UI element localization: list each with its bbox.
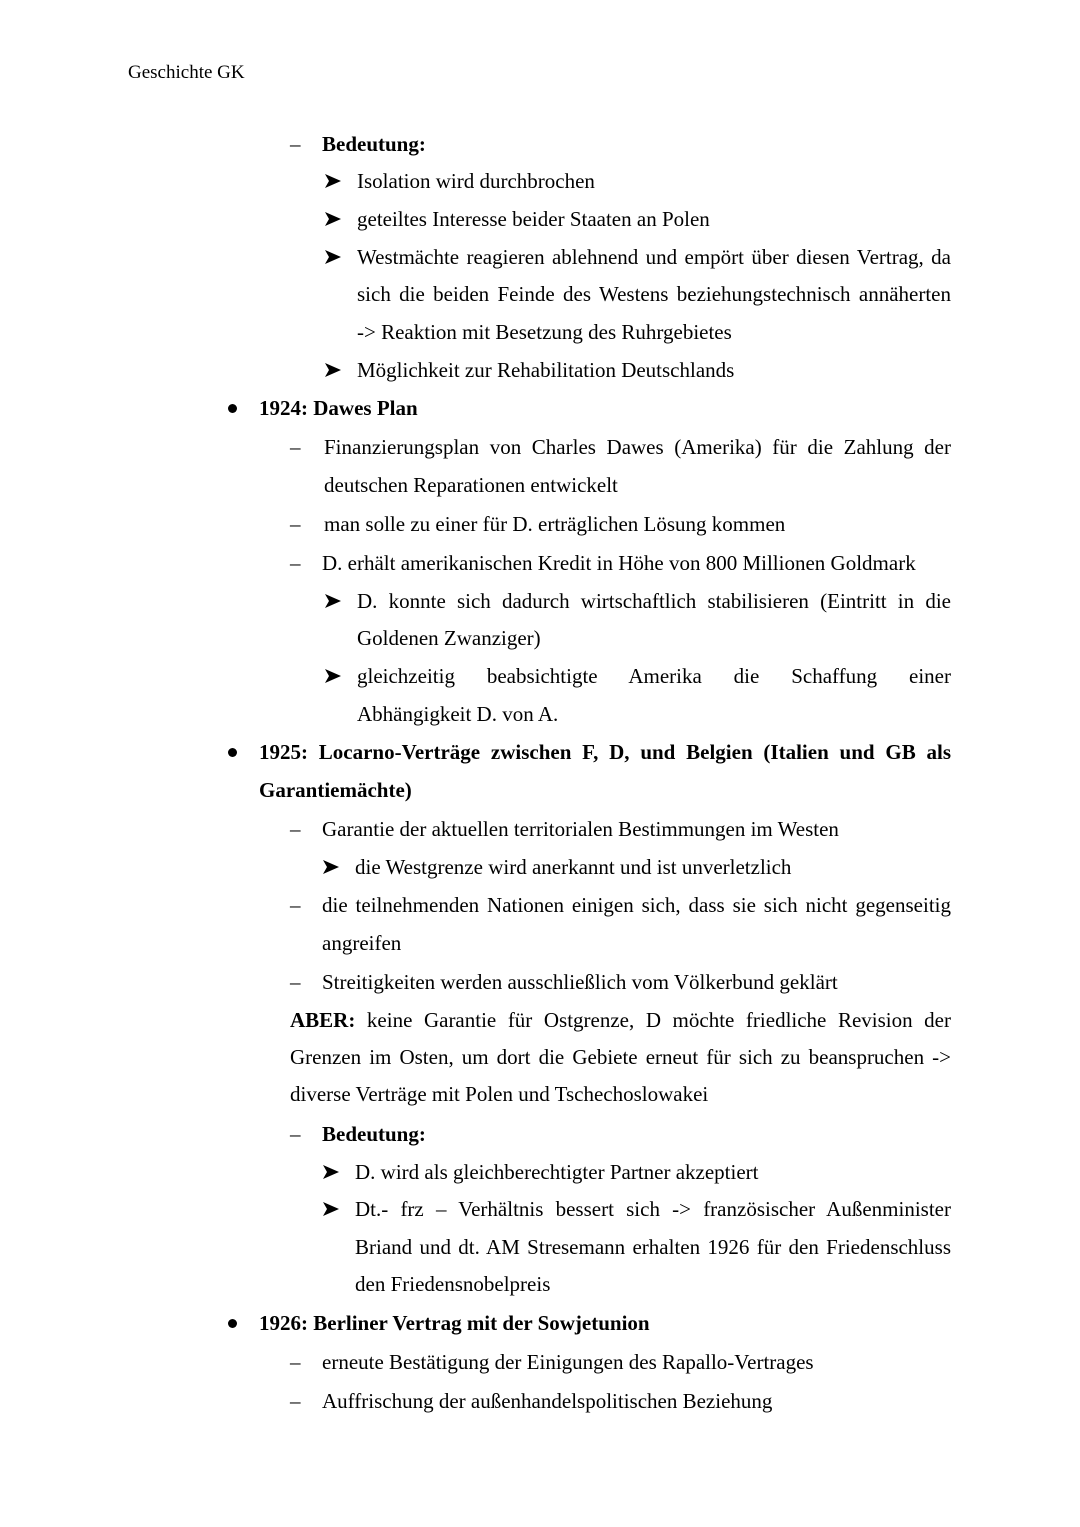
subheading-bedeutung: Bedeutung: [322,132,426,156]
list-item: gleichzeitig beabsichtigte Amerika die Schaffung einer [357,664,951,688]
list-item: Möglichkeit zur Rehabilitation Deutschlands [357,358,735,382]
dash-marker: – [290,1350,301,1374]
list-item-cont: angreifen [322,931,402,955]
bullet-dot-icon [228,1319,237,1328]
bullet-dot-icon [228,748,237,757]
dash-marker: – [290,1122,301,1146]
arrow-bullet-icon [324,668,342,684]
list-item: geteiltes Interesse beider Staaten an Polen [357,207,710,231]
arrow-bullet-icon [324,211,342,227]
list-item: Auffrischung der außenhandelspolitischen Beziehung [322,1389,773,1413]
arrow-bullet-icon [322,859,340,875]
aber-paragraph-cont: diverse Verträge mit Polen und Tschechoslowakei [290,1082,709,1106]
list-item: Isolation wird durchbrochen [357,169,595,193]
aber-paragraph-cont: Grenzen im Osten, um dort die Gebiete erneut für sich zu beanspruchen -> [290,1045,951,1069]
dash-marker: – [290,551,301,575]
list-item: D. konnte sich dadurch wirtschaftlich stabilisieren (Eintritt in die [357,589,951,613]
dash-marker: – [290,1389,301,1413]
list-item: D. erhält amerikanischen Kredit in Höhe von 800 Millionen Goldmark [322,551,916,575]
aber-label: ABER: [290,1008,356,1032]
list-item: die Westgrenze wird anerkannt und ist unverletzlich [355,855,792,879]
list-item-cont: Goldenen Zwanziger) [357,626,541,650]
list-item: D. wird als gleichberechtigter Partner akzeptiert [355,1160,759,1184]
section-heading-1924: 1924: Dawes Plan [259,396,418,420]
aber-text: keine Garantie für Ostgrenze, D möchte friedliche Revision der [355,1008,951,1032]
list-item: Streitigkeiten werden ausschließlich vom Völkerbund geklärt [322,970,838,994]
list-item-cont: Abhängigkeit D. von A. [357,702,559,726]
list-item: Westmächte reagieren ablehnend und empört über diesen Vertrag, da [357,245,951,269]
arrow-bullet-icon [324,249,342,265]
dash-marker: – [290,435,301,459]
arrow-bullet-icon [322,1164,340,1180]
list-item: man solle zu einer für D. erträglichen Lösung kommen [324,512,786,536]
dash-marker: – [290,893,301,917]
arrow-bullet-icon [324,362,342,378]
arrow-bullet-icon [322,1201,340,1217]
list-item-cont: den Friedensnobelpreis [355,1272,551,1296]
aber-paragraph [290,1007,951,1033]
arrow-bullet-icon [324,173,342,189]
list-item-cont: sich die beiden Feinde des Westens beziehungstechnisch annäherten [357,282,951,306]
list-item: Finanzierungsplan von Charles Dawes (Amerika) für die Zahlung der [324,435,951,459]
list-item: die teilnehmenden Nationen einigen sich, dass sie sich nicht gegenseitig [322,893,951,917]
section-heading-cont: Garantiemächte) [259,778,412,802]
list-item-cont: deutschen Reparationen entwickelt [324,473,618,497]
page-header: Geschichte GK [128,62,245,83]
dash-marker: – [290,132,301,156]
dash-marker: – [290,817,301,841]
list-item: Dt.- frz – Verhältnis bessert sich -> französischer Außenminister [355,1197,951,1221]
dash-marker: – [290,970,301,994]
list-item: Garantie der aktuellen territorialen Bestimmungen im Westen [322,817,839,841]
subheading-bedeutung: Bedeutung: [322,1122,426,1146]
list-item-cont: -> Reaktion mit Besetzung des Ruhrgebietes [357,320,732,344]
bullet-dot-icon [228,404,237,413]
list-item: erneute Bestätigung der Einigungen des Rapallo-Vertrages [322,1350,814,1374]
section-heading-1926: 1926: Berliner Vertrag mit der Sowjetunion [259,1311,650,1335]
section-heading-1925: 1925: Locarno-Verträge zwischen F, D, und Belgien (Italien und GB als [259,740,951,764]
list-item-cont: Briand und dt. AM Stresemann erhalten 1926 für den Friedenschluss [355,1235,951,1259]
dash-marker: – [290,512,301,536]
arrow-bullet-icon [324,593,342,609]
